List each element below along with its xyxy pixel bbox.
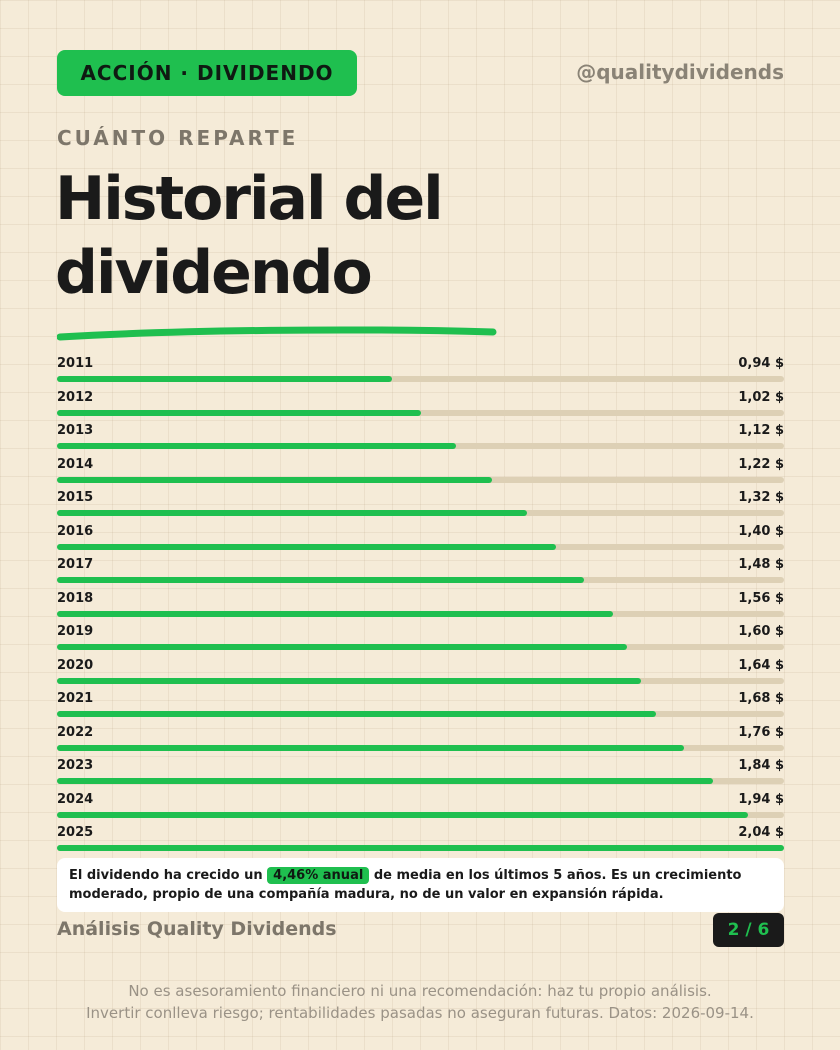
chart-row [57,553,784,587]
bar-track [57,443,784,449]
dividend-value-label: 1,12 $ [738,423,784,438]
year-label: 2020 [57,657,94,673]
dividend-value-label: 1,60 $ [738,624,784,639]
bar-track [57,477,784,483]
dividend-value-label: 1,84 $ [738,758,784,773]
bar-track [57,711,784,717]
chart-row [57,587,784,621]
note-text-before: El dividendo ha crecido un [69,868,268,883]
chart-row [57,620,784,654]
dividend-value-label: 1,02 $ [738,389,784,405]
dividend-bar [57,812,748,818]
chart-row [57,721,784,755]
chart-row [57,453,784,487]
year-label: 2015 [57,490,94,505]
dividend-value-label: 1,40 $ [738,523,784,539]
disclaimer-line-1: No es asesoramiento financiero ni una recomendación: haz tu propio análisis. [128,982,712,1000]
year-label: 2021 [57,691,94,706]
bar-track [57,745,784,751]
dividend-value-label: 1,56 $ [738,590,784,606]
dividend-bar [57,611,613,617]
bar-track [57,544,784,550]
category-badge: ACCIÓN · DIVIDENDO [57,50,357,96]
chart-row [57,821,784,855]
page-title [55,162,615,310]
year-label: 2024 [57,791,94,807]
title-underline-decoration [57,323,497,343]
chart-row [57,486,784,520]
bar-track [57,410,784,416]
dividend-value-label: 1,68 $ [738,691,784,706]
chart-row [57,352,784,386]
chart-row [57,654,784,688]
year-label: 2019 [57,624,94,639]
dividend-bar [57,443,456,449]
bar-track [57,611,784,617]
chart-row [57,386,784,420]
dividend-bar [57,711,656,717]
bar-track [57,845,784,851]
chart-row [57,754,784,788]
chart-row [57,788,784,822]
dividend-value-label: 1,48 $ [738,557,784,572]
bar-track [57,812,784,818]
dividend-bar [57,845,784,851]
dividend-value-label: 1,94 $ [738,791,784,807]
year-label: 2017 [57,557,94,572]
bar-track [57,510,784,516]
dividend-value-label: 1,64 $ [738,657,784,673]
dividend-bar [57,678,641,684]
title-line-1: Historial del [55,164,442,234]
year-label: 2018 [57,590,94,606]
dividend-bar [57,410,421,416]
summary-note [57,858,784,912]
dividend-value-label: 1,22 $ [738,456,784,472]
dividend-value-label: 1,76 $ [738,724,784,740]
section-eyebrow: CUÁNTO REPARTE [57,126,299,150]
dividend-value-label: 1,32 $ [738,490,784,505]
dividend-bar [57,376,392,382]
disclaimer [40,980,800,1024]
year-label: 2013 [57,423,94,438]
dividend-value-label: 2,04 $ [738,825,784,840]
growth-rate-highlight: 4,46% anual [267,867,369,884]
year-label: 2014 [57,456,94,472]
year-label: 2022 [57,724,94,740]
dividend-bar-chart [57,352,784,855]
title-line-2: dividendo [55,238,371,308]
bar-track [57,577,784,583]
chart-row [57,687,784,721]
bar-track [57,778,784,784]
bar-track [57,644,784,650]
year-label: 2023 [57,758,94,773]
dividend-bar [57,778,713,784]
disclaimer-line-2: Invertir conlleva riesgo; rentabilidades pasadas no aseguran futuras. Datos: 2026-09-14. [86,1004,754,1022]
dividend-bar [57,544,556,550]
brand-name: Análisis Quality Dividends [57,918,337,940]
year-label: 2011 [57,356,94,371]
chart-row [57,520,784,554]
year-label: 2016 [57,523,94,539]
dividend-bar [57,745,684,751]
dividend-bar [57,477,492,483]
year-label: 2025 [57,825,94,840]
dividend-value-label: 0,94 $ [738,356,784,371]
account-handle[interactable]: @qualitydividends [576,60,784,84]
page-indicator: 2 / 6 [713,913,784,947]
dividend-bar [57,577,584,583]
chart-row [57,419,784,453]
dividend-bar [57,644,627,650]
dividend-bar [57,510,527,516]
bar-track [57,678,784,684]
year-label: 2012 [57,389,94,405]
note-text-after: de media en los últimos 5 años. Es un crecimiento moderado, propio de una compañía madura, no de un valor en expansión rápida. [69,868,742,902]
bar-track [57,376,784,382]
